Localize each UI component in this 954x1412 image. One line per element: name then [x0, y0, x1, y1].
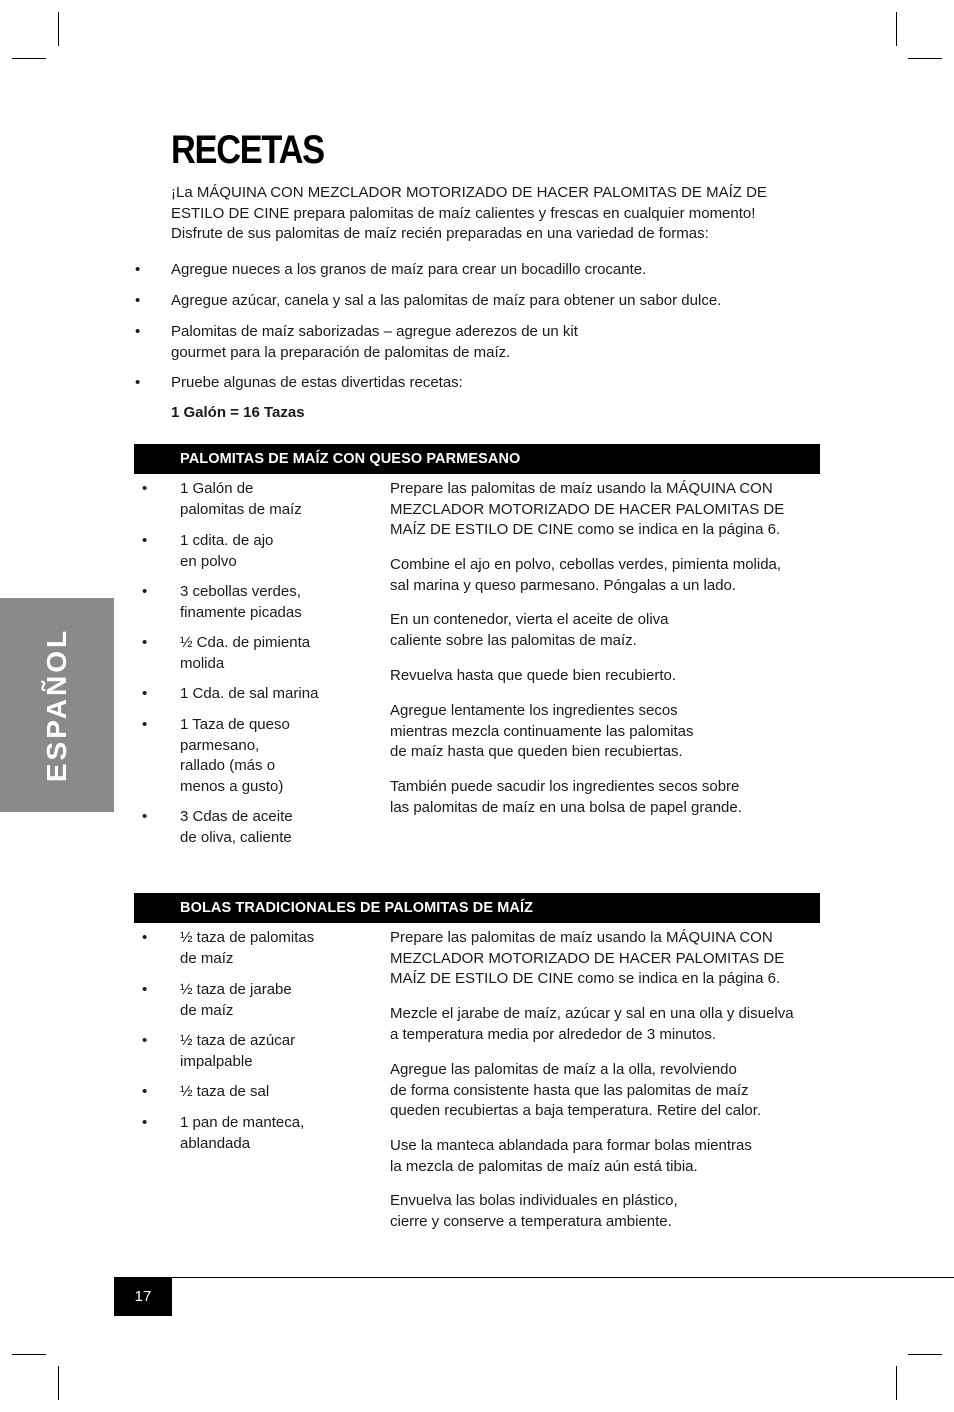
instruction-line: sal marina y queso parmesano. Póngalas a un lado.: [390, 576, 737, 594]
instruction-line: de forma consistente hasta que las palomitas de maíz: [390, 1081, 749, 1099]
ingredient-line: rallado (más o: [180, 757, 276, 774]
bullet-mark: •: [142, 1114, 148, 1131]
ingredient-line: de maíz: [180, 1001, 234, 1019]
instruction-line: Agregue las palomitas de maíz a la olla, revolviendo: [390, 1061, 737, 1078]
instruction-line: Combine el ajo en polvo, cebollas verdes, pimienta molida,: [390, 556, 782, 573]
crop-mark: [12, 58, 46, 59]
crop-mark: [58, 1366, 59, 1400]
ingredient-line: de maíz: [180, 949, 234, 967]
list-item-text: Pruebe algunas de estas divertidas recetas:: [171, 374, 463, 391]
instruction-line: Envuelva las bolas individuales en plástico,: [390, 1192, 678, 1209]
instruction-line: MEZCLADOR MOTORIZADO DE HACER PALOMITAS DE: [390, 500, 785, 518]
ingredient-line: ½ taza de jarabe: [180, 981, 292, 998]
crop-mark: [58, 12, 59, 46]
bullet-mark: •: [135, 261, 141, 278]
intro-line: Disfrute de sus palomitas de maíz recién preparadas en una variedad de formas:: [171, 225, 709, 242]
ingredient-line: en polvo: [180, 552, 237, 570]
footer-rule: [114, 1277, 954, 1278]
list-item-text: Agregue azúcar, canela y sal a las palomitas de maíz para obtener un sabor dulce.: [171, 292, 722, 309]
bullet-mark: •: [142, 1032, 148, 1049]
ingredient-line: ½ taza de sal: [180, 1083, 270, 1100]
intro-line: ¡La MÁQUINA CON MEZCLADOR MOTORIZADO DE HACER PALOMITAS DE MAÍZ DE: [171, 184, 767, 201]
ingredient-line: menos a gusto): [180, 777, 284, 795]
list-item-text: Agregue nueces a los granos de maíz para crear un bocadillo crocante.: [171, 261, 647, 278]
ingredient-line: ½ Cda. de pimienta: [180, 634, 311, 651]
ingredient-line: ablandada: [180, 1134, 251, 1152]
ingredient-line: impalpable: [180, 1052, 253, 1070]
recipe-header: [134, 893, 820, 923]
ingredient-line: 3 cebollas verdes,: [180, 583, 301, 600]
instruction-step: [390, 701, 820, 763]
ingredient-line: ½ taza de azúcar: [180, 1032, 296, 1049]
ingredient-line: molida: [180, 654, 225, 672]
instruction-step: [390, 1060, 820, 1122]
instruction-line: queden recubiertas a baja temperatura. Retire del calor.: [390, 1102, 762, 1119]
page-title: RECETAS: [171, 128, 324, 172]
instruction-step: [390, 1191, 820, 1232]
ingredient-line: palomitas de maíz: [180, 500, 302, 518]
bullet-mark: •: [135, 374, 141, 391]
crop-mark: [12, 1354, 46, 1355]
bullet-mark: •: [142, 981, 148, 998]
bullet-mark: •: [142, 532, 148, 549]
instruction-line: cierre y conserve a temperatura ambiente.: [390, 1212, 672, 1230]
instruction-step: [390, 610, 820, 651]
bullet-mark: •: [142, 634, 148, 651]
bullet-mark: •: [142, 929, 148, 946]
instruction-line: de maíz hasta que queden bien recubiertas.: [390, 743, 683, 760]
crop-mark: [908, 58, 942, 59]
ingredient-line: ½ taza de palomitas: [180, 929, 315, 946]
instruction-line: mientras mezcla continuamente las palomitas: [390, 722, 694, 740]
ingredient-line: 1 cdita. de ajo: [180, 532, 274, 549]
bullet-mark: •: [135, 323, 141, 340]
language-label: ESPAÑOL: [41, 627, 72, 783]
page-number: 17: [134, 1288, 152, 1305]
bullet-mark: •: [142, 480, 148, 497]
measure-note: 1 Galón = 16 Tazas: [171, 404, 305, 421]
bullet-mark: •: [142, 808, 148, 825]
instruction-step: [390, 666, 820, 687]
instruction-line: las palomitas de maíz en una bolsa de papel grande.: [390, 798, 742, 816]
instruction-line: MEZCLADOR MOTORIZADO DE HACER PALOMITAS DE: [390, 949, 785, 967]
instruction-line: caliente sobre las palomitas de maíz.: [390, 631, 637, 649]
crop-mark: [908, 1354, 942, 1355]
recipe-header: [134, 444, 820, 474]
instruction-line: En un contenedor, vierta el aceite de oliva: [390, 611, 669, 628]
bullet-mark: •: [142, 716, 148, 733]
list-item-text: Palomitas de maíz saborizadas – agregue aderezos de un kit: [171, 323, 578, 340]
ingredient-line: 1 Galón de: [180, 480, 254, 497]
instruction-line: Use la manteca ablandada para formar bolas mientras: [390, 1137, 752, 1154]
ingredient-line: finamente picadas: [180, 603, 302, 621]
bullet-mark: •: [142, 685, 148, 702]
instruction-line: Mezcle el jarabe de maíz, azúcar y sal en una olla y disuelva: [390, 1005, 794, 1022]
recipe-title: BOLAS TRADICIONALES DE PALOMITAS DE MAÍZ: [180, 900, 534, 916]
page-number-box: [114, 1277, 172, 1316]
instruction-step: [390, 928, 820, 990]
ingredient-line: 3 Cdas de aceite: [180, 808, 293, 825]
instruction-line: Agregue lentamente los ingredientes secos: [390, 702, 678, 719]
ingredient-line: 1 Taza de queso: [180, 716, 290, 733]
crop-mark: [896, 12, 897, 46]
instruction-line: Prepare las palomitas de maíz usando la MÁQUINA CON: [390, 929, 773, 946]
ingredient-line: 1 Cda. de sal marina: [180, 685, 319, 702]
crop-mark: [896, 1366, 897, 1400]
recipe-title: PALOMITAS DE MAÍZ CON QUESO PARMESANO: [180, 451, 521, 467]
instruction-step: [390, 479, 820, 541]
instruction-line: Prepare las palomitas de maíz usando la MÁQUINA CON: [390, 480, 773, 497]
instruction-step: [390, 777, 820, 818]
language-tab: [0, 598, 114, 812]
instruction-step: [390, 555, 820, 596]
bullet-mark: •: [135, 292, 141, 309]
instruction-line: También puede sacudir los ingredientes secos sobre: [390, 778, 740, 795]
instruction-line: MAÍZ DE ESTILO DE CINE como se indica en la página 6.: [390, 521, 781, 538]
bullet-mark: •: [142, 583, 148, 600]
ingredient-line: 1 pan de manteca,: [180, 1114, 305, 1131]
intro-paragraph: [171, 183, 811, 245]
instruction-line: a temperatura media por alrededor de 3 minutos.: [390, 1025, 717, 1043]
ingredient-line: de oliva, caliente: [180, 828, 292, 846]
list-item-text: gourmet para la preparación de palomitas de maíz.: [171, 343, 511, 361]
intro-line: ESTILO DE CINE prepara palomitas de maíz calientes y frescas en cualquier momento!: [171, 204, 756, 222]
ingredient-line: parmesano,: [180, 736, 260, 754]
instruction-line: Revuelva hasta que quede bien recubierto.: [390, 667, 677, 684]
bullet-mark: •: [142, 1083, 148, 1100]
instruction-line: MAÍZ DE ESTILO DE CINE como se indica en la página 6.: [390, 970, 781, 987]
instruction-step: [390, 1004, 820, 1045]
instruction-step: [390, 1136, 820, 1177]
instruction-line: la mezcla de palomitas de maíz aún está tibia.: [390, 1157, 698, 1175]
